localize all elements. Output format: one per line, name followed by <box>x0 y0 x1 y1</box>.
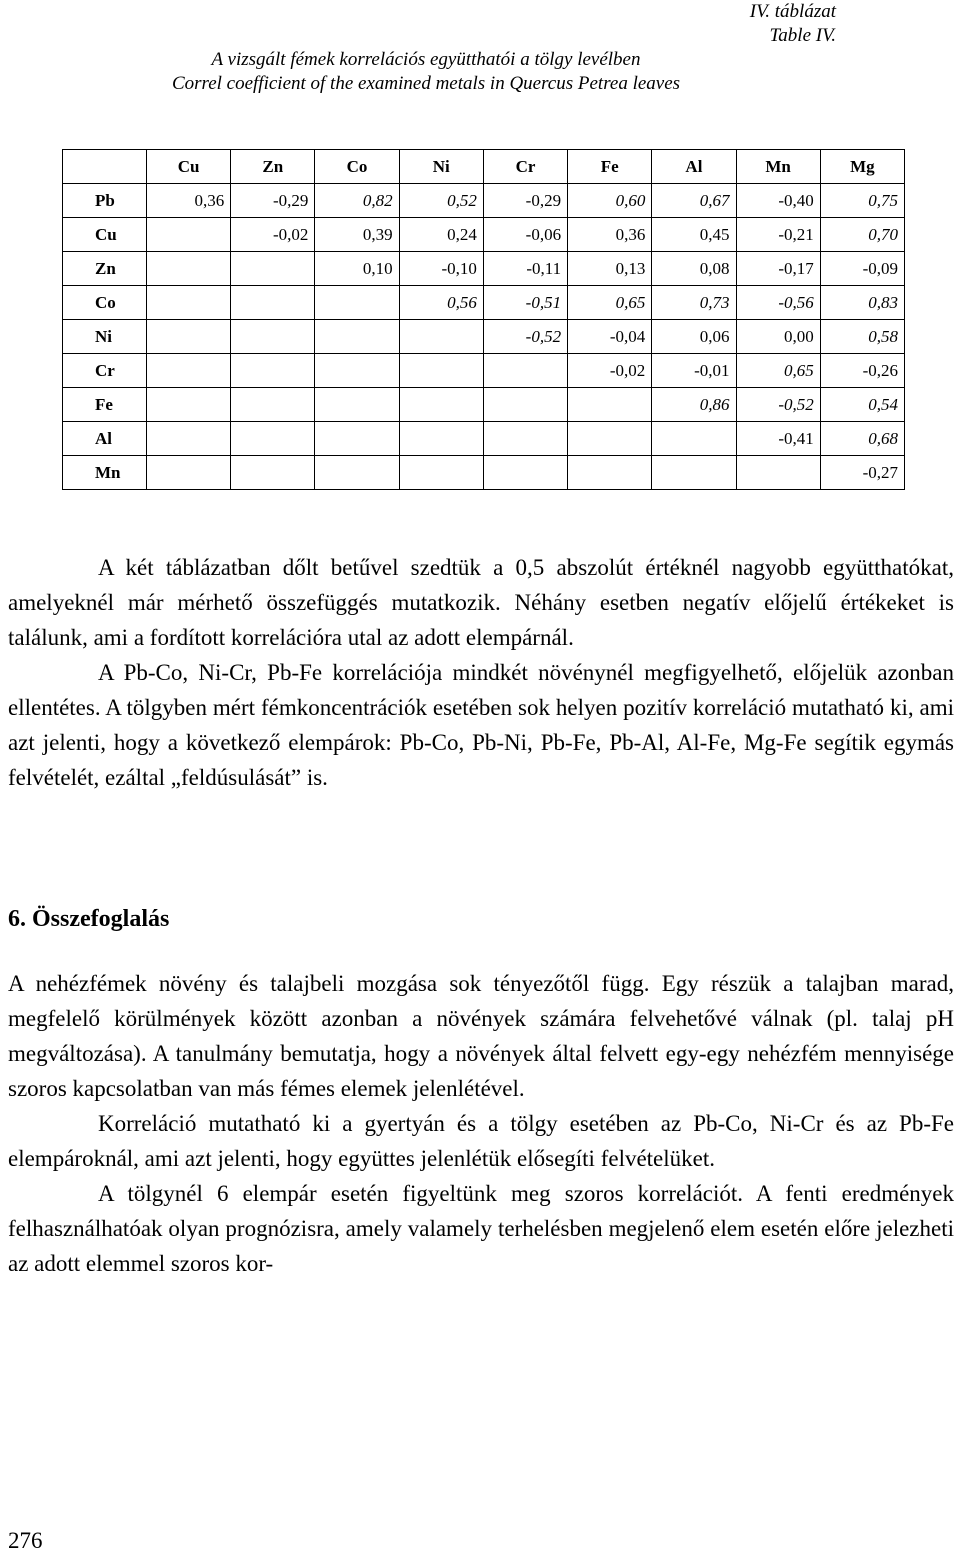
row-header-cu: Cu <box>63 218 147 252</box>
table-cell: 0,86 <box>652 388 736 422</box>
table-cell: -0,11 <box>483 252 567 286</box>
table-cell <box>483 422 567 456</box>
table-cell <box>399 422 483 456</box>
table-cell: -0,52 <box>736 388 820 422</box>
column-header-mg: Mg <box>820 150 904 184</box>
paragraph-correlation-comparison: A Pb-Co, Ni-Cr, Pb-Fe korrelációja mindkét növénynél megfigyelhető, előjelük azonban ellentétes. A tölgyben mért fémkoncentrációk esetében sok helyen pozitív korreláció mutatható ki, ami azt jelenti, hogy a következő elempárok: Pb-Co, Pb-Ni, Pb-Fe, Pb-Al, Al-Fe, Mg-Fe segítik egymás felvételét, ezáltal „feldúsulását” is. <box>8 660 954 790</box>
table-cell: 0,60 <box>568 184 652 218</box>
table-cell: -0,40 <box>736 184 820 218</box>
row-header-al: Al <box>63 422 147 456</box>
row-header-zn: Zn <box>63 252 147 286</box>
table-corner-cell <box>63 150 147 184</box>
table-cell: 0,67 <box>652 184 736 218</box>
table-row <box>63 252 905 286</box>
table-row <box>63 354 905 388</box>
table-cell: -0,41 <box>736 422 820 456</box>
column-header-cr: Cr <box>483 150 567 184</box>
table-cell: 0,70 <box>820 218 904 252</box>
table-cell: 0,06 <box>652 320 736 354</box>
paragraph-summary-2: Korreláció mutatható ki a gyertyán és a tölgy esetében az Pb-Co, Ni-Cr és az Pb-Fe elempároknál, ami azt jelenti, hogy együttes jelenlétük elősegíti felvételüket. <box>8 1111 954 1171</box>
table-row <box>63 184 905 218</box>
table-cell: 0,82 <box>315 184 399 218</box>
table-cell: 0,75 <box>820 184 904 218</box>
column-header-ni: Ni <box>399 150 483 184</box>
table-cell <box>568 388 652 422</box>
table-cell <box>147 388 231 422</box>
table-cell <box>652 422 736 456</box>
table-cell: 0,36 <box>147 184 231 218</box>
table-cell <box>231 252 315 286</box>
row-header-fe: Fe <box>63 388 147 422</box>
table-cell: -0,17 <box>736 252 820 286</box>
table-cell <box>652 456 736 490</box>
paragraph-italic-note: A két táblázatban dőlt betűvel szedtük a 0,5 abszolút értéknél nagyobb együtthatókat, amelyeknél már mérhető összefüggés mutatkozik. Néhány esetben negatív előjelű értékeket is találunk, ami a fordított korrelációra utal az adott elempárnál. <box>8 555 954 650</box>
table-cell <box>147 218 231 252</box>
body-text-upper <box>8 550 954 795</box>
table-cell <box>568 456 652 490</box>
table-cell <box>231 456 315 490</box>
table-header-row <box>63 150 905 184</box>
table-cell: -0,01 <box>652 354 736 388</box>
row-header-co: Co <box>63 286 147 320</box>
table-cell <box>483 456 567 490</box>
table-cell: 0,58 <box>820 320 904 354</box>
table-cell: -0,04 <box>568 320 652 354</box>
table-row <box>63 286 905 320</box>
table-cell <box>399 388 483 422</box>
paragraph-summary-1: A nehézfémek növény és talajbeli mozgása sok tényezőtől függ. Egy részük a talajban marad, megfelelő körülmények között azonban a növények számára felvehetővé válnak (pl. talaj pH megváltozása). A tanulmány bemutatja, hogy a növények által felvett egy-egy nehézfém mennyisége szoros kapcsolatban van más fémes elemek jelenlétével. <box>8 971 954 1101</box>
column-header-al: Al <box>652 150 736 184</box>
table-cell <box>483 354 567 388</box>
table-cell: 0,10 <box>315 252 399 286</box>
table-cell: 0,13 <box>568 252 652 286</box>
table-cell: -0,10 <box>399 252 483 286</box>
table-cell: -0,02 <box>568 354 652 388</box>
row-header-pb: Pb <box>63 184 147 218</box>
table-cell: -0,06 <box>483 218 567 252</box>
table-cell: -0,26 <box>820 354 904 388</box>
table-cell <box>147 286 231 320</box>
table-cell <box>231 286 315 320</box>
table-body <box>63 184 905 490</box>
table-cell <box>736 456 820 490</box>
table-cell <box>568 422 652 456</box>
table-title-hu: A vizsgált fémek korrelációs együtthatói a tölgy levélben <box>211 49 641 70</box>
table-cell: -0,27 <box>820 456 904 490</box>
column-header-mn: Mn <box>736 150 820 184</box>
table-cell <box>399 456 483 490</box>
table-cell: 0,65 <box>568 286 652 320</box>
table-cell: 0,00 <box>736 320 820 354</box>
row-header-mn: Mn <box>63 456 147 490</box>
row-header-cr: Cr <box>63 354 147 388</box>
table-cell <box>147 354 231 388</box>
table-cell: -0,52 <box>483 320 567 354</box>
body-text-summary <box>8 966 954 1281</box>
table-cell: 0,68 <box>820 422 904 456</box>
column-header-zn: Zn <box>231 150 315 184</box>
table-label-en: Table IV. <box>769 25 836 46</box>
table-cell: 0,65 <box>736 354 820 388</box>
table-cell: 0,36 <box>568 218 652 252</box>
row-header-ni: Ni <box>63 320 147 354</box>
table-caption <box>16 0 836 96</box>
table-cell <box>483 388 567 422</box>
table-title-en: Correl coefficient of the examined metals in Quercus Petrea leaves <box>171 73 681 94</box>
table-cell: -0,56 <box>736 286 820 320</box>
table-cell <box>231 422 315 456</box>
table-row <box>63 388 905 422</box>
table-cell <box>315 456 399 490</box>
column-header-co: Co <box>315 150 399 184</box>
table-cell: 0,52 <box>399 184 483 218</box>
table-cell: 0,39 <box>315 218 399 252</box>
column-header-cu: Cu <box>147 150 231 184</box>
table-cell: -0,29 <box>231 184 315 218</box>
table-cell <box>315 354 399 388</box>
table-cell: -0,21 <box>736 218 820 252</box>
table-cell <box>315 286 399 320</box>
table-cell: 0,73 <box>652 286 736 320</box>
column-header-fe: Fe <box>568 150 652 184</box>
table-cell <box>231 354 315 388</box>
table-cell <box>147 252 231 286</box>
table-label-hu: IV. táblázat <box>749 1 836 22</box>
table-cell <box>315 320 399 354</box>
table-cell: -0,29 <box>483 184 567 218</box>
table-cell <box>231 320 315 354</box>
table-cell <box>147 422 231 456</box>
table-cell: 0,83 <box>820 286 904 320</box>
table-cell <box>147 320 231 354</box>
table-cell <box>147 456 231 490</box>
table-row <box>63 456 905 490</box>
table-cell: 0,08 <box>652 252 736 286</box>
table-cell: 0,56 <box>399 286 483 320</box>
table-cell: 0,24 <box>399 218 483 252</box>
table-cell: -0,09 <box>820 252 904 286</box>
section-heading: 6. Összefoglalás <box>8 906 170 932</box>
table-row <box>63 320 905 354</box>
table-cell <box>399 354 483 388</box>
table-cell <box>315 422 399 456</box>
table-cell <box>399 320 483 354</box>
correlation-table <box>62 149 905 490</box>
table-cell <box>315 388 399 422</box>
page-number: 276 <box>8 1528 43 1553</box>
table-row <box>63 422 905 456</box>
table-cell: 0,45 <box>652 218 736 252</box>
table-cell <box>231 388 315 422</box>
table-cell: -0,51 <box>483 286 567 320</box>
paragraph-summary-3: A tölgynél 6 elempár esetén figyeltünk meg szoros korrelációt. A fenti eredmények felhasználhatóak olyan prognózisra, amely valamely terhelésben megjelenő elem esetén előre jelezheti az adott elemmel szoros kor- <box>8 1181 954 1276</box>
table-cell: -0,02 <box>231 218 315 252</box>
table-cell: 0,54 <box>820 388 904 422</box>
table-row <box>63 218 905 252</box>
